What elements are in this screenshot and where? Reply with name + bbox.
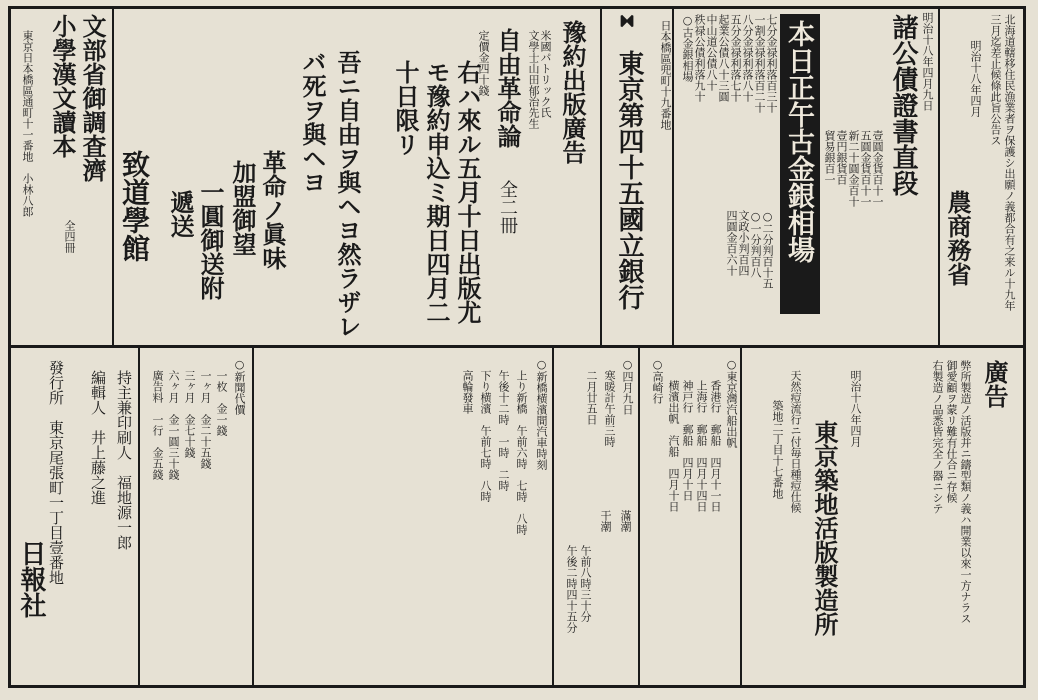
weather-col2: 二月廿五日 (585, 370, 598, 425)
liberty-header: 豫約出版廣告 (558, 20, 587, 164)
notice-line1: 北海道轄移住民漁業者ヲ保護シ出願ノ義都合有之来ル十九年 (1003, 14, 1016, 311)
publisher-owner: 持主兼印刷人 福地源一郎 (115, 370, 133, 550)
coin-row: ○二分判百十五 (761, 210, 774, 289)
gold-row: 壹圓金貨百十一 (871, 130, 884, 207)
train-row: 高輪發車 (461, 370, 474, 414)
liberty-title: 自由革命論 (493, 28, 522, 148)
ad-header: 廣告 (980, 360, 1009, 408)
textbook-address: 東京日本橋區通町十一番地 小林八郎 (21, 30, 34, 217)
ship-row: 神戸行 郵船 四月十日 (681, 380, 694, 501)
bonds-highlight-box (780, 14, 820, 314)
gold-row: 貿易銀百一 (823, 130, 836, 185)
fee-row: 六ヶ月 金一圓三十錢 (167, 370, 180, 480)
coin-row: 文政小判百四 (737, 210, 750, 276)
tide-value2: 午後二時四十五分 (565, 545, 578, 633)
liberty-body1: 右ハ來ル五月十日出版尤 (453, 60, 482, 324)
ship-row: 上海行 郵船 四月十四日 (695, 380, 708, 512)
weather-date: ○四月九日 (621, 358, 634, 415)
column-rule (938, 9, 940, 345)
coin-table (690, 210, 776, 340)
coin-row: ○一分判百八 (749, 210, 762, 278)
tide-value1: 午前八時三十分 (579, 545, 592, 622)
gold-table (820, 130, 885, 340)
liberty-slogan1: 吾ニ自由ヲ與ヘヨ然ラザレ (333, 50, 362, 338)
publisher-editor: 編輯人 井上藤之進 (89, 370, 107, 505)
tide-label1: 滿潮 (619, 510, 632, 532)
liberty-slogan4: 加盟御望 (228, 160, 257, 256)
notice-date: 明治十八年四月 (969, 40, 982, 117)
weather-col1: 寒暖計午前三時 (603, 370, 616, 447)
notice-line2: 三月迄差止候條此旨公告ス (989, 14, 1002, 146)
textbook-title1: 文部省御調査濟 (78, 14, 107, 182)
section-divider (8, 345, 1026, 348)
bond-row: 起業公債八十三圓 (717, 14, 730, 102)
fee-row: 廣告料 一行 金五錢 (151, 370, 164, 480)
liberty-translator: 米國パトリック氏 (539, 30, 552, 118)
bond-row: 八分金禄利落八十 (741, 14, 754, 102)
textbook-note: 全四冊 (63, 220, 76, 253)
ad-address: 築地二丁目十七番地 (771, 400, 784, 499)
train-row: 下り横濱 午前七時 八時 (479, 370, 492, 502)
ad-body3: 右製造ノ品悉皆完全ノ器ニシテ (931, 360, 944, 514)
fee-row: 三ヶ月 金七十錢 (183, 370, 196, 458)
bond-row: 五分金禄利落七十 (729, 14, 742, 102)
ship-row: 横濱出帆 汽船 四月十日 (667, 380, 680, 512)
liberty-price: 定價金四十錢 (477, 30, 490, 96)
column-rule (740, 348, 742, 688)
fee-row: 一ヶ月 金二十五錢 (199, 370, 212, 469)
bonds-subtitle: 本日正午古金銀相場 (783, 20, 814, 263)
bank-address: 日本橋區兜町十九番地 (659, 20, 672, 130)
ad-company: 東京築地活版製造所 (810, 420, 839, 636)
liberty-author: 文學士山田郁治先生 (527, 30, 540, 129)
coin-row: 四圓金百六十 (725, 210, 738, 276)
publisher-address: 發行所 東京尾張町一丁目壹番地 (47, 360, 65, 585)
gold-row: 五圓金貨百十一 (859, 130, 872, 207)
bonds-date: 明治十八年四月九日 (921, 12, 934, 111)
trains-header: ○新橋横濱間汽車時刻 (535, 358, 548, 470)
ad-body2: 御愛顧ヲ蒙リ難有仕合ニ存候 (945, 360, 958, 503)
ship-row: 香港行 郵船 四月十一日 (709, 380, 722, 512)
bank-name: 東京第四十五國立銀行 (614, 50, 644, 310)
column-rule (252, 348, 254, 688)
bond-row: 一割金禄利落百二十 (753, 14, 766, 113)
publisher-company: 日報社 (16, 540, 46, 618)
column-rule (600, 9, 602, 345)
column-rule (138, 348, 140, 688)
fees-header: ○新聞代價 (233, 358, 246, 415)
ships-header1: ○東京灣汽船出帆 (725, 358, 738, 448)
liberty-slogan5: 一圓御送附 (196, 180, 225, 300)
bond-row: 七分金禄利落百三十 (765, 14, 778, 113)
textbook-title2: 小學漢文讀本 (48, 14, 77, 158)
bonds-title: 諸公債證書直段 (888, 14, 918, 196)
liberty-publisher: 致道學館 (118, 150, 151, 262)
column-rule (638, 348, 640, 688)
train-row: 上り新橋 午前六時 七時 八時 (515, 370, 528, 535)
liberty-slogan2: バ死ヲ與ヘヨ (298, 50, 327, 194)
bond-row: 秩禄公債利落九十 (693, 14, 706, 102)
column-rule (552, 348, 554, 688)
bond-row: 中山道公債八十 (705, 14, 718, 91)
column-rule (672, 9, 674, 345)
gold-row: 新二十圓金百十 (847, 130, 860, 207)
ships-header2: ○高崎行 (651, 358, 664, 404)
fee-row: 一枚 金一錢 (215, 370, 228, 436)
bank-hourglass-icon: ⧗ (616, 14, 640, 29)
notice-ministry: 農商務省 (943, 190, 972, 286)
bond-row: ○古金銀相場 (681, 14, 694, 82)
ad-date: 明治十八年四月 (849, 370, 862, 447)
liberty-slogan3: 革命ノ眞味 (258, 150, 287, 270)
liberty-body3: 十日限リ (391, 60, 420, 156)
column-rule (112, 9, 114, 345)
train-row: 午後十二時 一時 二時 (497, 370, 510, 491)
liberty-body2: モ豫約申込ミ期日四月二 (422, 60, 451, 324)
gold-row: 壹円銀貨百 (835, 130, 848, 185)
liberty-volumes: 全二冊 (497, 180, 518, 234)
tide-label2: 干潮 (599, 510, 612, 532)
liberty-slogan6: 遞送 (166, 190, 195, 238)
ad-body1: 弊所製造ノ活版并ニ鑄型類ノ義ハ開業以來一方ナラス (959, 360, 972, 624)
ad-body4: 天然痘流行ニ付毎日種痘仕候 (789, 370, 802, 513)
